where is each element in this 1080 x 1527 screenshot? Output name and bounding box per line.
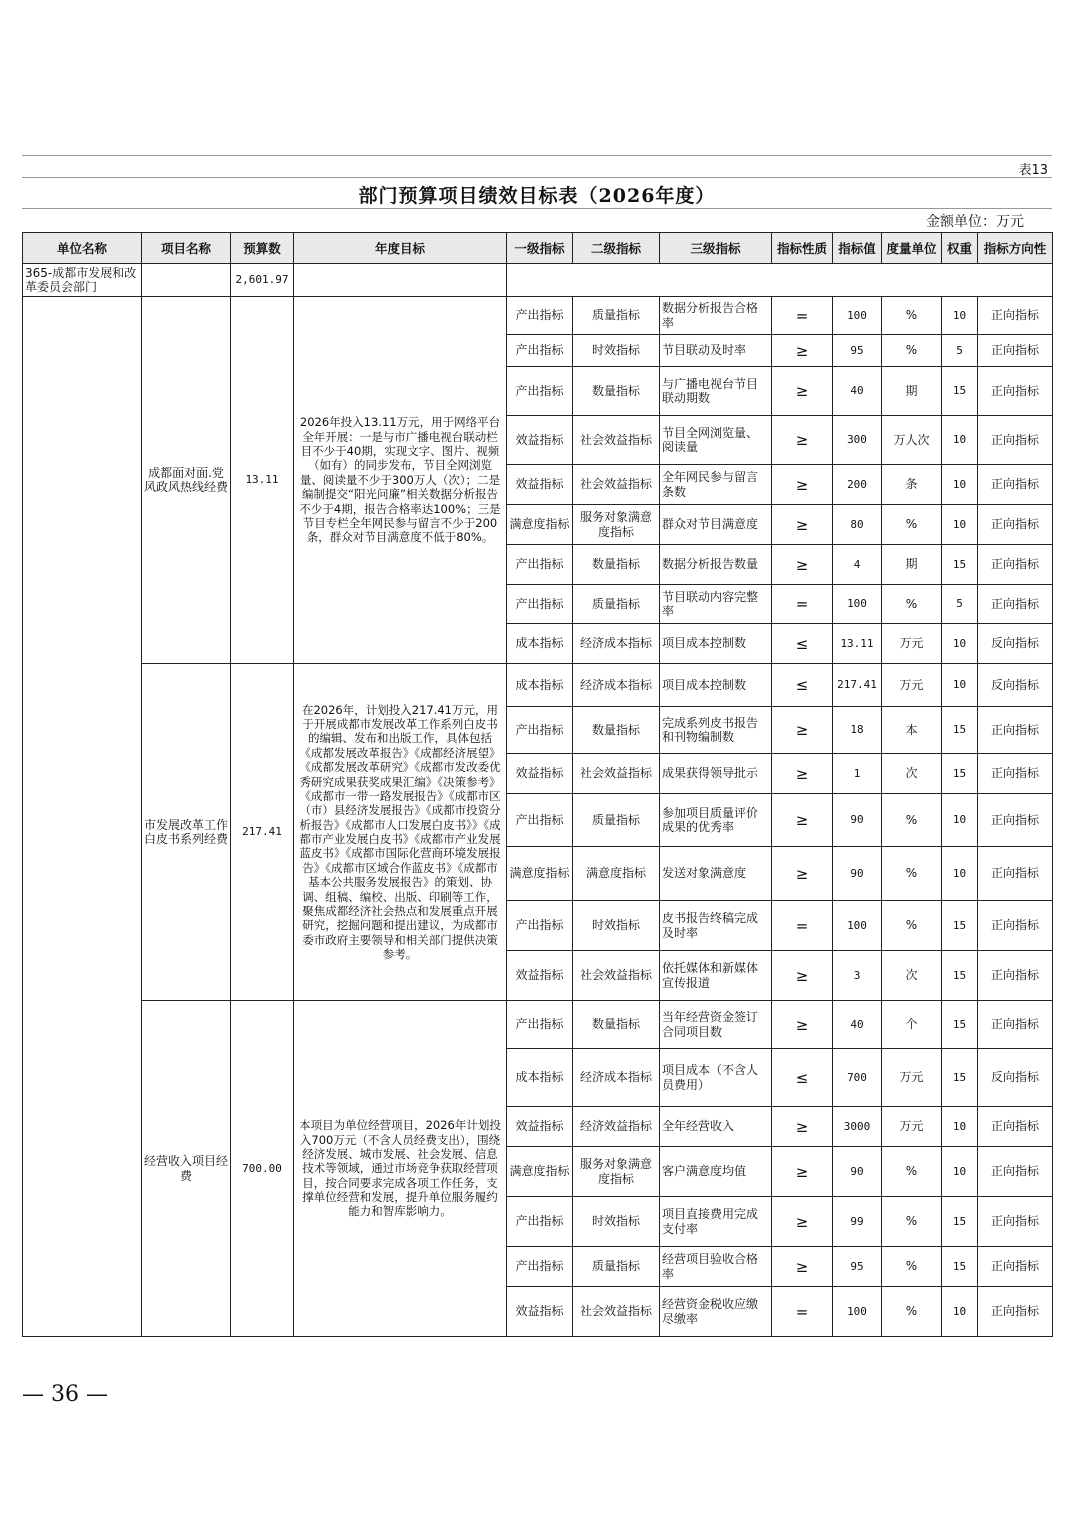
indicator-level2: 社会效益指标 — [573, 465, 660, 505]
page-title: 部门预算项目绩效目标表（2026年度） — [358, 185, 716, 207]
indicator-nature: ≥ — [772, 847, 833, 901]
unit-goal-empty — [294, 264, 507, 297]
indicator-direction: 正向指标 — [978, 1287, 1053, 1337]
indicator-level3: 数据分析报告合格率 — [660, 297, 772, 335]
indicator-weight: 15 — [942, 1049, 978, 1107]
indicator-direction: 正向指标 — [978, 847, 1053, 901]
project-name: 成都面对面.党风政风热线经费 — [142, 297, 231, 664]
indicator-nature: ≥ — [772, 416, 833, 465]
indicator-value: 100 — [833, 297, 882, 335]
indicator-value: 90 — [833, 847, 882, 901]
indicator-level1: 满意度指标 — [507, 505, 573, 545]
indicator-level1: 产出指标 — [507, 1001, 573, 1049]
indicator-unit: 万元 — [882, 1049, 942, 1107]
indicator-nature: ≥ — [772, 505, 833, 545]
indicator-direction: 正向指标 — [978, 1247, 1053, 1287]
indicator-level2: 时效指标 — [573, 335, 660, 367]
indicator-level3: 项目成本控制数 — [660, 664, 772, 707]
project-budget: 217.41 — [231, 664, 294, 1001]
indicator-level3: 当年经营资金签订合同项目数 — [660, 1001, 772, 1049]
indicator-value: 100 — [833, 585, 882, 624]
indicator-level2: 质量指标 — [573, 794, 660, 847]
indicator-direction: 正向指标 — [978, 1147, 1053, 1197]
indicator-level2: 时效指标 — [573, 1197, 660, 1247]
indicator-direction: 正向指标 — [978, 335, 1053, 367]
indicator-direction: 正向指标 — [978, 1001, 1053, 1049]
indicator-value: 18 — [833, 707, 882, 754]
indicator-level3: 节目联动内容完整率 — [660, 585, 772, 624]
title-bottom-rule — [22, 208, 1052, 209]
header-unit-name: 单位名称 — [23, 233, 142, 264]
indicator-unit: % — [882, 1247, 942, 1287]
indicator-weight: 15 — [942, 754, 978, 794]
indicator-nature: = — [772, 901, 833, 951]
indicator-nature: ≤ — [772, 664, 833, 707]
indicator-level1: 效益指标 — [507, 951, 573, 1001]
indicator-nature: ≥ — [772, 465, 833, 505]
indicator-value: 200 — [833, 465, 882, 505]
indicator-unit: % — [882, 901, 942, 951]
indicator-level2: 数量指标 — [573, 707, 660, 754]
indicator-direction: 正向指标 — [978, 1197, 1053, 1247]
indicator-unit: % — [882, 847, 942, 901]
indicator-level1: 产出指标 — [507, 297, 573, 335]
indicator-level1: 产出指标 — [507, 707, 573, 754]
indicator-direction: 正向指标 — [978, 754, 1053, 794]
header-direction: 指标方向性 — [978, 233, 1053, 264]
indicator-row — [23, 1001, 1053, 1049]
indicator-weight: 15 — [942, 951, 978, 1001]
indicator-level3: 发送对象满意度 — [660, 847, 772, 901]
indicator-direction: 正向指标 — [978, 585, 1053, 624]
indicator-level1: 成本指标 — [507, 624, 573, 664]
indicator-value: 40 — [833, 367, 882, 416]
indicator-unit: 万元 — [882, 664, 942, 707]
indicator-unit: 期 — [882, 545, 942, 585]
header-row — [23, 233, 1053, 264]
indicator-level3: 与广播电视台节目联动期数 — [660, 367, 772, 416]
indicator-level1: 满意度指标 — [507, 847, 573, 901]
indicator-nature: ≤ — [772, 1049, 833, 1107]
indicator-level3: 节目全网浏览量、阅读量 — [660, 416, 772, 465]
unit-name-merged — [23, 297, 142, 1337]
indicator-level2: 社会效益指标 — [573, 951, 660, 1001]
header-level3: 三级指标 — [660, 233, 772, 264]
indicator-unit: 万人次 — [882, 416, 942, 465]
indicator-unit: 期 — [882, 367, 942, 416]
indicator-value: 1 — [833, 754, 882, 794]
indicator-level1: 产出指标 — [507, 901, 573, 951]
indicator-nature: ≥ — [772, 1107, 833, 1147]
indicator-nature: ≥ — [772, 754, 833, 794]
indicator-level3: 经营项目验收合格率 — [660, 1247, 772, 1287]
indicator-level1: 效益指标 — [507, 1107, 573, 1147]
indicator-weight: 10 — [942, 1287, 978, 1337]
indicator-unit: 次 — [882, 754, 942, 794]
indicator-level1: 产出指标 — [507, 545, 573, 585]
indicator-value: 217.41 — [833, 664, 882, 707]
indicator-level2: 服务对象满意度指标 — [573, 1147, 660, 1197]
indicator-weight: 5 — [942, 335, 978, 367]
indicator-weight: 10 — [942, 1147, 978, 1197]
indicator-nature: ≥ — [772, 951, 833, 1001]
indicator-direction: 反向指标 — [978, 1049, 1053, 1107]
indicator-level3: 全年经营收入 — [660, 1107, 772, 1147]
indicator-direction: 正向指标 — [978, 951, 1053, 1001]
project-name: 市发展改革工作白皮书系列经费 — [142, 664, 231, 1001]
project-annual-goal: 2026年投入13.11万元，用于网络平台全年开展：一是与市广播电视台联动栏目不少于40期，实现文字、图片、视频（如有）的同步发布，节目全网浏览量、阅读量不少于300万人（次）；二是编制提交“阳光问廉”相关数据分析报告不少于4期，报告合格率达100%；三是节目专栏全年网民参与留言不少于200条，群众对节目满意度不低于80%。 — [294, 297, 507, 664]
indicator-level1: 产出指标 — [507, 335, 573, 367]
indicator-value: 90 — [833, 794, 882, 847]
indicator-unit: 条 — [882, 465, 942, 505]
header-budget: 预算数 — [231, 233, 294, 264]
indicator-nature: = — [772, 297, 833, 335]
indicator-level2: 社会效益指标 — [573, 754, 660, 794]
indicator-level1: 产出指标 — [507, 794, 573, 847]
indicator-level2: 服务对象满意度指标 — [573, 505, 660, 545]
unit-project-empty — [142, 264, 231, 297]
indicator-nature: ≤ — [772, 624, 833, 664]
indicator-level2: 数量指标 — [573, 367, 660, 416]
indicator-value: 80 — [833, 505, 882, 545]
indicator-nature: ≥ — [772, 367, 833, 416]
indicator-weight: 15 — [942, 367, 978, 416]
indicator-level2: 质量指标 — [573, 1247, 660, 1287]
project-name: 经营收入项目经费 — [142, 1001, 231, 1337]
indicator-direction: 反向指标 — [978, 664, 1053, 707]
indicator-unit: % — [882, 297, 942, 335]
indicator-row — [23, 664, 1053, 707]
indicator-unit: % — [882, 1287, 942, 1337]
indicator-direction: 正向指标 — [978, 297, 1053, 335]
project-annual-goal: 在2026年，计划投入217.41万元，用于开展成都市发展改革工作系列白皮书的编辑、发布和出版工作，具体包括《成都发展改革报告》《成都经济展望》《成都发展改革研究》《成都市发改委优秀研究成果获奖成果汇编》《决策参考》《成都市一带一路发展报告》《成都市区（市）县经济发展报告》《成都市投资分析报告》《成都市人口发展白皮书》》《成都市产业发展白皮书》《成都市产业发展蓝皮书》《成都市国际化营商环境发展报告》《成都市区域合作蓝皮书》《成都市基本公共服务发展报告》的策划、协调、组稿、编校、出版、印刷等工作，聚焦成都经济社会热点和发展重点开展研究，挖掘问题和提出建议，为成都市委市政府主要领导和相关部门提供决策参考。 — [294, 664, 507, 1001]
indicator-level3: 经营资金税收应缴尽缴率 — [660, 1287, 772, 1337]
indicator-direction: 正向指标 — [978, 367, 1053, 416]
indicator-nature: = — [772, 585, 833, 624]
indicator-unit: % — [882, 1197, 942, 1247]
header-annual-goal: 年度目标 — [294, 233, 507, 264]
indicator-level3: 群众对节目满意度 — [660, 505, 772, 545]
indicator-weight: 10 — [942, 416, 978, 465]
indicator-unit: 万元 — [882, 624, 942, 664]
indicator-level2: 质量指标 — [573, 297, 660, 335]
indicator-level1: 成本指标 — [507, 1049, 573, 1107]
project-budget: 13.11 — [231, 297, 294, 664]
indicator-value: 99 — [833, 1197, 882, 1247]
indicator-nature: ≥ — [772, 1147, 833, 1197]
indicator-value: 90 — [833, 1147, 882, 1197]
indicator-unit: % — [882, 505, 942, 545]
indicator-weight: 15 — [942, 901, 978, 951]
indicator-weight: 15 — [942, 1001, 978, 1049]
indicator-value: 95 — [833, 1247, 882, 1287]
indicator-value: 300 — [833, 416, 882, 465]
performance-table — [22, 232, 1053, 1337]
indicator-nature: ≥ — [772, 335, 833, 367]
indicator-direction: 正向指标 — [978, 505, 1053, 545]
indicator-weight: 15 — [942, 545, 978, 585]
header-level2: 二级指标 — [573, 233, 660, 264]
indicator-level2: 经济效益指标 — [573, 1107, 660, 1147]
indicator-weight: 15 — [942, 1197, 978, 1247]
indicator-level3: 参加项目质量评价成果的优秀率 — [660, 794, 772, 847]
indicator-level3: 节目联动及时率 — [660, 335, 772, 367]
indicator-level3: 全年网民参与留言条数 — [660, 465, 772, 505]
unit-name: 365-成都市发展和改革委员会部门 — [23, 264, 142, 297]
indicator-weight: 15 — [942, 707, 978, 754]
indicator-unit: 次 — [882, 951, 942, 1001]
indicator-direction: 正向指标 — [978, 545, 1053, 585]
header-value: 指标值 — [833, 233, 882, 264]
indicator-direction: 正向指标 — [978, 794, 1053, 847]
indicator-weight: 10 — [942, 505, 978, 545]
header-nature: 指标性质 — [772, 233, 833, 264]
indicator-nature: ≥ — [772, 1001, 833, 1049]
indicator-direction: 正向指标 — [978, 707, 1053, 754]
indicator-level2: 社会效益指标 — [573, 1287, 660, 1337]
indicator-direction: 正向指标 — [978, 1107, 1053, 1147]
indicator-level3: 客户满意度均值 — [660, 1147, 772, 1197]
indicator-weight: 10 — [942, 1107, 978, 1147]
indicator-weight: 10 — [942, 624, 978, 664]
indicator-level1: 效益指标 — [507, 754, 573, 794]
indicator-level3: 项目直接费用完成支付率 — [660, 1197, 772, 1247]
indicator-level3: 数据分析报告数量 — [660, 545, 772, 585]
indicator-weight: 15 — [942, 1247, 978, 1287]
header-project-name: 项目名称 — [142, 233, 231, 264]
indicator-level1: 效益指标 — [507, 465, 573, 505]
indicator-unit: 本 — [882, 707, 942, 754]
indicator-nature: ≥ — [772, 794, 833, 847]
indicator-unit: 个 — [882, 1001, 942, 1049]
indicator-value: 13.11 — [833, 624, 882, 664]
indicator-direction: 反向指标 — [978, 624, 1053, 664]
indicator-unit: % — [882, 585, 942, 624]
indicator-level1: 效益指标 — [507, 416, 573, 465]
indicator-nature: = — [772, 1287, 833, 1337]
indicator-value: 4 — [833, 545, 882, 585]
indicator-value: 100 — [833, 1287, 882, 1337]
page-number: — 36 — — [22, 1382, 108, 1407]
header-weight: 权重 — [942, 233, 978, 264]
indicator-level1: 产出指标 — [507, 1197, 573, 1247]
indicator-weight: 5 — [942, 585, 978, 624]
indicator-level1: 产出指标 — [507, 585, 573, 624]
unit-row — [23, 264, 1053, 297]
project-annual-goal: 本项目为单位经营项目，2026年计划投入700万元（不含人员经费支出），围绕经济发展、城市发展、社会发展、信息技术等领域，通过市场竞争获取经营项目，按合同要求完成各项工作任务，支撑单位经营和发展，提升单位服务履约能力和智库影响力。 — [294, 1001, 507, 1337]
indicator-nature: ≥ — [772, 1247, 833, 1287]
indicator-level2: 经济成本指标 — [573, 664, 660, 707]
indicator-level2: 社会效益指标 — [573, 416, 660, 465]
table-number: 表13 — [1018, 163, 1048, 178]
unit-indicators-empty — [507, 264, 1053, 297]
indicator-weight: 10 — [942, 664, 978, 707]
sheet-top-rule — [22, 155, 1052, 156]
indicator-level1: 成本指标 — [507, 664, 573, 707]
indicator-nature: ≥ — [772, 707, 833, 754]
indicator-value: 3000 — [833, 1107, 882, 1147]
header-measure-unit: 度量单位 — [882, 233, 942, 264]
indicator-value: 95 — [833, 335, 882, 367]
indicator-row — [23, 297, 1053, 335]
indicator-level3: 完成系列皮书报告和刊物编制数 — [660, 707, 772, 754]
indicator-direction: 正向指标 — [978, 465, 1053, 505]
unit-budget: 2,601.97 — [231, 264, 294, 297]
title-top-rule — [22, 177, 1052, 178]
indicator-direction: 正向指标 — [978, 901, 1053, 951]
indicator-level1: 效益指标 — [507, 1287, 573, 1337]
indicator-weight: 10 — [942, 297, 978, 335]
indicator-level2: 经济成本指标 — [573, 624, 660, 664]
header-level1: 一级指标 — [507, 233, 573, 264]
indicator-value: 700 — [833, 1049, 882, 1107]
indicator-unit: % — [882, 1147, 942, 1197]
indicator-level2: 满意度指标 — [573, 847, 660, 901]
indicator-value: 100 — [833, 901, 882, 951]
indicator-unit: 万元 — [882, 1107, 942, 1147]
project-budget: 700.00 — [231, 1001, 294, 1337]
indicator-weight: 10 — [942, 794, 978, 847]
indicator-level1: 产出指标 — [507, 367, 573, 416]
indicator-level3: 皮书报告终稿完成及时率 — [660, 901, 772, 951]
indicator-direction: 正向指标 — [978, 416, 1053, 465]
indicator-level2: 数量指标 — [573, 1001, 660, 1049]
indicator-level1: 产出指标 — [507, 1247, 573, 1287]
indicator-level3: 项目成本控制数 — [660, 624, 772, 664]
indicator-weight: 10 — [942, 847, 978, 901]
indicator-level2: 质量指标 — [573, 585, 660, 624]
indicator-level2: 经济成本指标 — [573, 1049, 660, 1107]
indicator-nature: ≥ — [772, 1197, 833, 1247]
indicator-level3: 成果获得领导批示 — [660, 754, 772, 794]
indicator-value: 40 — [833, 1001, 882, 1049]
indicator-weight: 10 — [942, 465, 978, 505]
indicator-level1: 满意度指标 — [507, 1147, 573, 1197]
indicator-nature: ≥ — [772, 545, 833, 585]
indicator-level2: 时效指标 — [573, 901, 660, 951]
indicator-value: 3 — [833, 951, 882, 1001]
indicator-unit: % — [882, 794, 942, 847]
amount-unit: 金额单位：万元 — [926, 214, 1024, 230]
indicator-level3: 项目成本（不含人员费用） — [660, 1049, 772, 1107]
indicator-level2: 数量指标 — [573, 545, 660, 585]
indicator-level3: 依托媒体和新媒体宣传报道 — [660, 951, 772, 1001]
indicator-unit: % — [882, 335, 942, 367]
